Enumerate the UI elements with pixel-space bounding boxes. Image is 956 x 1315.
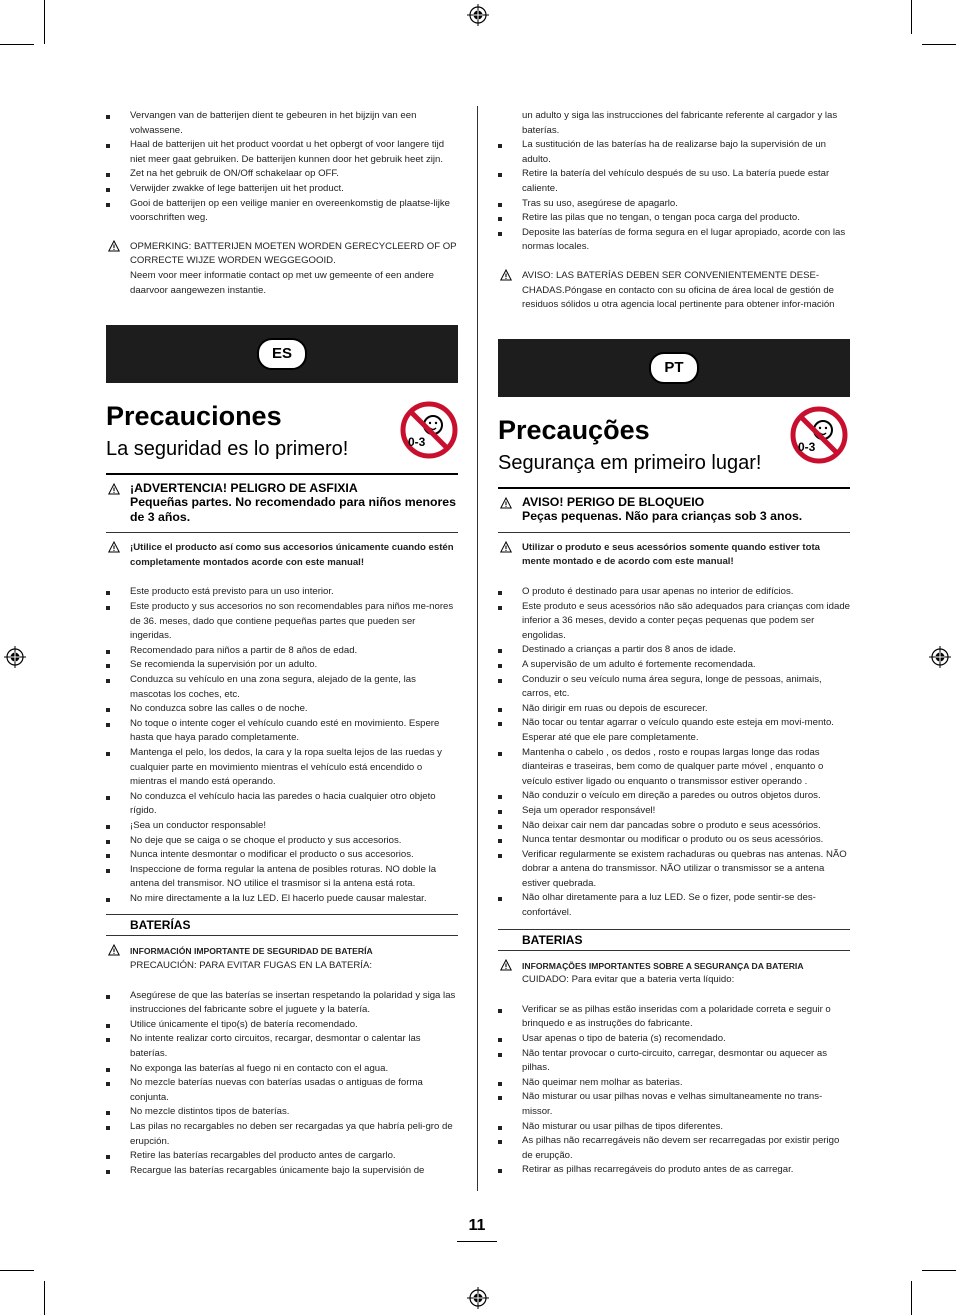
registration-mark-icon: [467, 1287, 489, 1309]
hazard-text: Pequeñas partes. No recomendado para niños menores de 3 años.: [130, 495, 456, 524]
no-children-under-3-icon: [400, 401, 458, 459]
nl-note: [106, 240, 458, 298]
list-item: No intente realizar corto circuitos, recargar, desmontar o calentar las baterías.: [106, 1032, 458, 1061]
page-number-rule: [457, 1241, 497, 1242]
list-item: Este producto y sus accesorios no son recomendables para niños me-nores de 36. meses, dado que contiene pequeñas partes que pueden ser ingeridas.: [106, 600, 458, 644]
page-title: Precauções: [498, 415, 650, 445]
warning-triangle-icon: [500, 959, 512, 971]
list-item: Não dirigir em ruas ou depois de escurecer.: [498, 702, 850, 717]
precautions-list: [106, 585, 458, 906]
list-item: No mezcle baterías nuevas con baterías usadas o antiguas de forma conjunta.: [106, 1076, 458, 1105]
language-band-pt: [498, 339, 850, 397]
nl-note-line1: OPMERKING: BATTERIJEN MOETEN WORDEN GERECYCLEERD OF OP CORRECTE WIJZE WORDEN WEGGEGOOID.: [130, 240, 457, 267]
list-item: Verificar se as pilhas estão inseridas com a polaridade correta e seguir o brinquedo e as instruções do fabricante.: [498, 1003, 850, 1032]
language-band-es: [106, 325, 458, 383]
no-children-under-3-icon: [790, 406, 848, 464]
age-label: 0-3: [798, 440, 816, 454]
list-item: Não conduzir o veículo em direção a paredes ou outros objetos duros.: [498, 789, 850, 804]
battery-section-title: BATERÍAS: [130, 918, 191, 933]
nl-note-line2: Neem voor meer informatie contact op met uw gemeente of een andere daarvoor aangewezen instantie.: [130, 269, 434, 296]
crop-mark: [922, 44, 956, 45]
list-item: Asegúrese de que las baterías se insertan respetando la polaridad y siga las instrucciones del fabricante sobre el juguete y la batería.: [106, 989, 458, 1018]
battery-info-title: INFORMACIÓN IMPORTANTE DE SEGURIDAD DE BATERÍA: [130, 946, 373, 957]
column-divider: [477, 106, 478, 1191]
battery-info-title: INFORMAÇÕES IMPORTANTES SOBRE A SEGURANÇA DA BATERIA: [522, 960, 804, 971]
list-item: As pilhas não recarregáveis não devem ser recarregadas por existir perigo de erupção.: [498, 1134, 850, 1163]
es-note-text: AVISO: LAS BATERÍAS DEBEN SER CONVENIENTEMENTE DESE-CHADAS.Póngase en contacto con su oficina de área local de gestión de residuos sólidos u otra agencia local pertinente para obtener infor-mación: [522, 269, 835, 311]
es-battery-list: [498, 138, 850, 255]
warning-triangle-icon: [108, 541, 120, 553]
use-warning-text: Utilizar o produto e seus acessórios somente quando estiver tota mente montado e de acordo com este manual!: [522, 541, 821, 568]
list-item: No toque o intente coger el vehículo cuando esté en movimiento. Espere hasta que haya parado completamente.: [106, 717, 458, 746]
battery-section-title: BATERIAS: [522, 932, 583, 947]
es-continued-text: un adulto y siga las instrucciones del fabricante referente al cargador y las baterías.: [522, 110, 838, 136]
list-item: Vervangen van de batterijen dient te gebeuren in het bijzijn van een volwassene.: [106, 109, 458, 138]
warning-triangle-icon: [108, 944, 120, 956]
crop-mark: [911, 1281, 912, 1315]
battery-info: [106, 944, 458, 973]
list-item: Não misturar ou usar pilhas novas e velhas simultaneamente no trans-missor.: [498, 1090, 850, 1119]
list-item: Mantenga el pelo, los dedos, la cara y la ropa suelta lejos de las ruedas y cualquier parte en movimiento mientras el vehículo está encendido o mientras el mando está operando.: [106, 746, 458, 790]
list-item: No exponga las baterías al fuego ni en contacto con el agua.: [106, 1062, 458, 1077]
list-item: Utilice únicamente el tipo(s) de batería recomendado.: [106, 1018, 458, 1033]
list-item: Mantenha o cabelo , os dedos , rosto e roupas largas longe das rodas dianteiras e traseiras, bem como de qualquer parte móvel , enquanto o veículo estiver ligado ou enquanto o transmissor estiver operando .: [498, 746, 850, 790]
list-item: Conduzca su vehículo en una zona segura, alejado de la gente, las mascotas los coches, etc.: [106, 673, 458, 702]
warning-triangle-icon: [108, 240, 120, 252]
list-item: Nunca intente desmontar o modificar el producto o sus accesorios.: [106, 848, 458, 863]
list-item: La sustitución de las baterías ha de realizarse bajo la supervisión de un adulto.: [498, 138, 850, 167]
warning-triangle-icon: [500, 269, 512, 281]
list-item: Retire las baterías recargables del producto antes de cargarlo.: [106, 1149, 458, 1164]
crop-mark: [0, 1270, 34, 1271]
list-item: ¡Sea un conductor responsable!: [106, 819, 458, 834]
list-item: Tras su uso, asegúrese de apagarlo.: [498, 197, 850, 212]
list-item: No mire directamente a la luz LED. El hacerlo puede causar malestar.: [106, 892, 458, 907]
registration-mark-icon: [929, 646, 951, 668]
right-column: [498, 0, 850, 1176]
list-item: Zet na het gebruik de ON/Off schakelaar op OFF.: [106, 167, 458, 182]
list-item: O produto é destinado para usar apenas no interior de edifícios.: [498, 585, 850, 600]
list-item: Inspeccione de forma regular la antena de posibles roturas. NO doble la antena del transmisor. NO utilice el trasmisor si la antena está rota.: [106, 863, 458, 892]
crop-mark: [911, 0, 912, 34]
battery-info-sub: CUIDADO: Para evitar que a bateria verta líquido:: [522, 974, 735, 986]
list-item: Recargue las baterías recargables únicamente bajo la supervisión de: [106, 1164, 458, 1179]
list-item: Recomendado para niños a partir de 8 años de edad.: [106, 644, 458, 659]
use-warning: [106, 541, 458, 570]
list-item: Haal de batterijen uit het product voordat u het opbergt of voor langere tijd niet meer gaat gebruiken. De batterijen kunnen door het gebruik heet zijn.: [106, 138, 458, 167]
precautions-list: [498, 585, 850, 921]
registration-mark-icon: [4, 646, 26, 668]
list-item: No conduzca sobre las calles o de noche.: [106, 702, 458, 717]
list-item: Não misturar ou usar pilhas de tipos diferentes.: [498, 1120, 850, 1135]
warning-triangle-icon: [108, 483, 120, 495]
hazard-title: AVISO! PERIGO DE BLOQUEIO: [522, 495, 705, 509]
list-item: Este produto e seus acessórios não são adequados para crianças com idade inferior a 36 meses, devido a conter peças pequenas que podem ser engolidas.: [498, 600, 850, 644]
list-item: No mezcle distintos tipos de baterías.: [106, 1105, 458, 1120]
list-item: Usar apenas o tipo de bateria (s) recomendado.: [498, 1032, 850, 1047]
list-item: Deposite las baterías de forma segura en el lugar apropiado, acorde con las normas locales.: [498, 226, 850, 255]
age-label: 0-3: [408, 435, 426, 449]
battery-list: [498, 1003, 850, 1178]
list-item: Seja um operador responsável!: [498, 804, 850, 819]
es-note: [498, 269, 850, 313]
list-item: Não tentar provocar o curto-circuito, carregar, desmontar ou aquecer as pilhas.: [498, 1047, 850, 1076]
crop-mark: [922, 1270, 956, 1271]
page-subtitle: La seguridad es lo primero!: [106, 438, 349, 460]
list-item: Destinado a crianças a partir dos 8 anos de idade.: [498, 643, 850, 658]
registration-mark-icon: [467, 4, 489, 26]
crop-mark: [44, 0, 45, 44]
page-number: 11: [468, 1217, 486, 1234]
list-item: Não tocar ou tentar agarrar o veículo quando este esteja em movi-mento. Esperar até que ele pare completamente.: [498, 716, 850, 745]
language-badge: ES: [257, 338, 307, 370]
use-warning-text: ¡Utilice el producto así como sus accesorios únicamente cuando estén completamente montados acorde con este manual!: [130, 542, 454, 568]
warning-triangle-icon: [500, 497, 512, 509]
page-subtitle: Segurança em primeiro lugar!: [498, 452, 762, 474]
hazard-title: ¡ADVERTENCIA! PELIGRO DE ASFIXIA: [130, 481, 358, 495]
list-item: Este producto está previsto para un uso interior.: [106, 585, 458, 600]
list-item: Nunca tentar desmontar ou modificar o produto ou os seus acessórios.: [498, 833, 850, 848]
list-item: No deje que se caiga o se choque el producto y sus accesorios.: [106, 834, 458, 849]
page-title: Precauciones: [106, 401, 282, 431]
crop-mark: [44, 1281, 45, 1315]
battery-info-sub: PRECAUCIÓN: PARA EVITAR FUGAS EN LA BATERÍA:: [130, 960, 373, 972]
list-item: Las pilas no recargables no deben ser recargadas ya que habría peli-gro de erupción.: [106, 1120, 458, 1149]
crop-mark: [0, 44, 34, 45]
warning-triangle-icon: [500, 541, 512, 553]
list-item: A supervisão de um adulto é fortemente recomendada.: [498, 658, 850, 673]
battery-info: [498, 959, 850, 988]
language-badge: PT: [649, 352, 699, 384]
list-item: Conduzir o seu veículo numa área segura, longe de pessoas, animais, carros, etc.: [498, 673, 850, 702]
list-item: Não olhar diretamente para a luz LED. Se o fizer, pode sentir-se des-confortável.: [498, 891, 850, 920]
list-item: Retirar as pilhas recarregáveis do produto antes de as carregar.: [498, 1163, 850, 1178]
list-item: Verwijder zwakke of lege batterijen uit het product.: [106, 182, 458, 197]
nl-battery-list: [106, 109, 458, 226]
list-item: Retire las pilas que no tengan, o tengan poca carga del producto.: [498, 211, 850, 226]
battery-list: [106, 989, 458, 1179]
list-item: Verificar regularmente se existem rachaduras ou quebras nas antenas. NÃO dobrar a antena do transmissor. NÃO utilizar o transmissor se a antena estiver quebrada.: [498, 848, 850, 892]
hazard-text: Peças pequenas. Não para crianças sob 3 anos.: [522, 509, 803, 524]
left-column: [106, 0, 458, 1176]
hazard-warning: [498, 495, 850, 524]
list-item: No conduzca el vehículo hacia las paredes o hacia cualquier otro objeto rígido.: [106, 790, 458, 819]
list-item: Retire la batería del vehículo después de su uso. La batería puede estar caliente.: [498, 167, 850, 196]
list-item: Se recomienda la supervisión por un adulto.: [106, 658, 458, 673]
use-warning: [498, 541, 850, 570]
list-item: Não queimar nem molhar as baterias.: [498, 1076, 850, 1091]
list-item: Não deixar cair nem dar pancadas sobre o produto e seus acessórios.: [498, 819, 850, 834]
hazard-warning: [106, 481, 458, 524]
list-item: Gooi de batterijen op een veilige manier en overeenkomstig de plaatse-lijke voorschriften weg.: [106, 197, 458, 226]
